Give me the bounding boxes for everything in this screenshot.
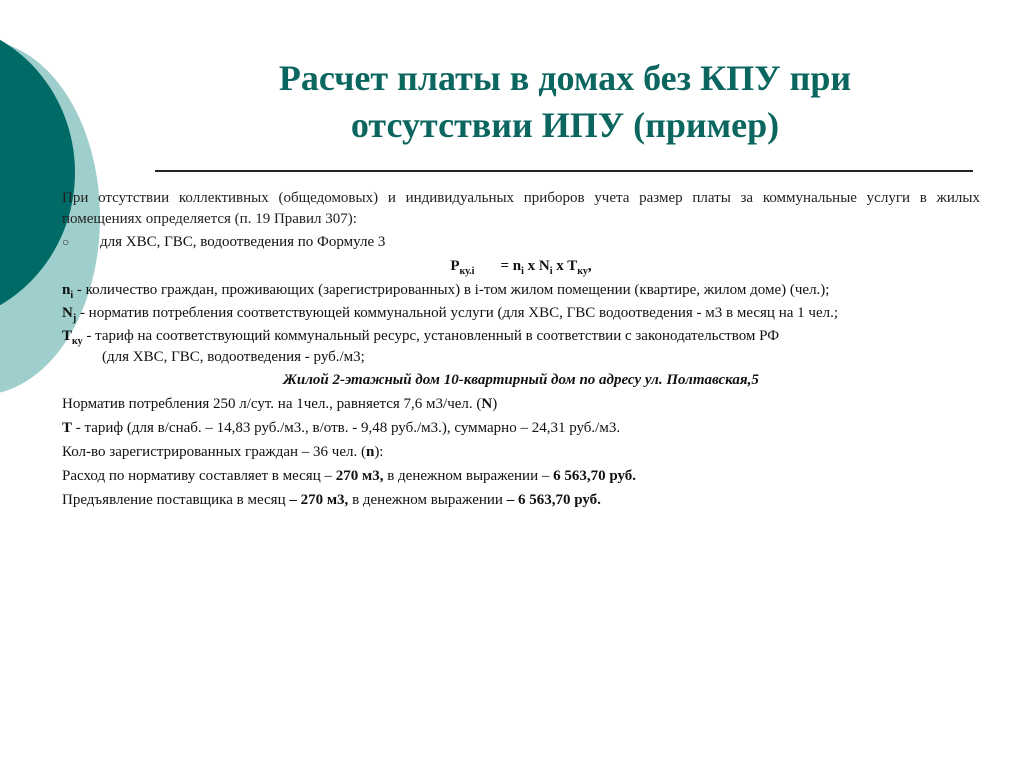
definition-T: $T_{ку}$ - тариф на соответствующий коммунальный ресурс, установленный в соответствии с законодательством РФ (для ХВС, ГВС, водоотведения - руб./м3; bbox=[62, 326, 980, 368]
norm-line: Норматив потребления 250 л/сут. на 1чел., равняется 7,6 м3/чел. (N) bbox=[62, 396, 498, 412]
bullet-circle-icon: ○ bbox=[62, 235, 70, 249]
slide-body bbox=[62, 188, 980, 514]
expense-line: Расход по нормативу составляет в месяц – 270 м3, в денежном выражении – 6 563,70 руб. bbox=[62, 468, 637, 484]
slide-title bbox=[200, 55, 930, 149]
definition-T-continued: (для ХВС, ГВС, водоотведения - руб./м3; bbox=[102, 349, 365, 365]
example-heading: Жилой 2-этажный дом 10-квартирный дом по адресу ул. Полтавская,5 bbox=[283, 372, 759, 388]
formula: $P_{ку.i} = n_i$ x $N_i$ x $T_{ку}$, bbox=[450, 258, 592, 277]
supplier-line: Предъявление поставщика в месяц – 270 м3, в денежном выражении – 6 563,70 руб. bbox=[62, 492, 601, 508]
definition-n: $n_i$ - количество граждан, проживающих (зарегистрированных) в i-том жилом помещении (квартире, жилом доме) (чел.); bbox=[62, 282, 830, 301]
intro-paragraph: При отсутствии коллективных (общедомовых) и индивидуальных приборов учета размер платы за коммунальные услуги в жилых помещениях определяется (п. 19 Правил 307): bbox=[62, 190, 980, 227]
definition-N: $N_j$ - норматив потребления соответствующей коммунальной услуги (для ХВС, ГВС водоотведения - м3 в месяц на 1 чел.; bbox=[62, 305, 839, 324]
title-line-1: Расчет платы в домах без КПУ при bbox=[278, 58, 852, 98]
bullet-text: для ХВС, ГВС, водоотведения по Формуле 3 bbox=[100, 234, 386, 250]
title-divider bbox=[155, 170, 973, 172]
title-line-2: отсутствии ИПУ (пример) bbox=[350, 105, 780, 145]
bullet-item bbox=[62, 232, 980, 253]
residents-count-line: Кол-во зарегистрированных граждан – 36 чел. (n): bbox=[62, 444, 384, 460]
tariff-line: T - тариф (для в/снаб. – 14,83 руб./м3., в/отв. - 9,48 руб./м3.), суммарно – 24,31 руб./м3. bbox=[62, 420, 621, 436]
